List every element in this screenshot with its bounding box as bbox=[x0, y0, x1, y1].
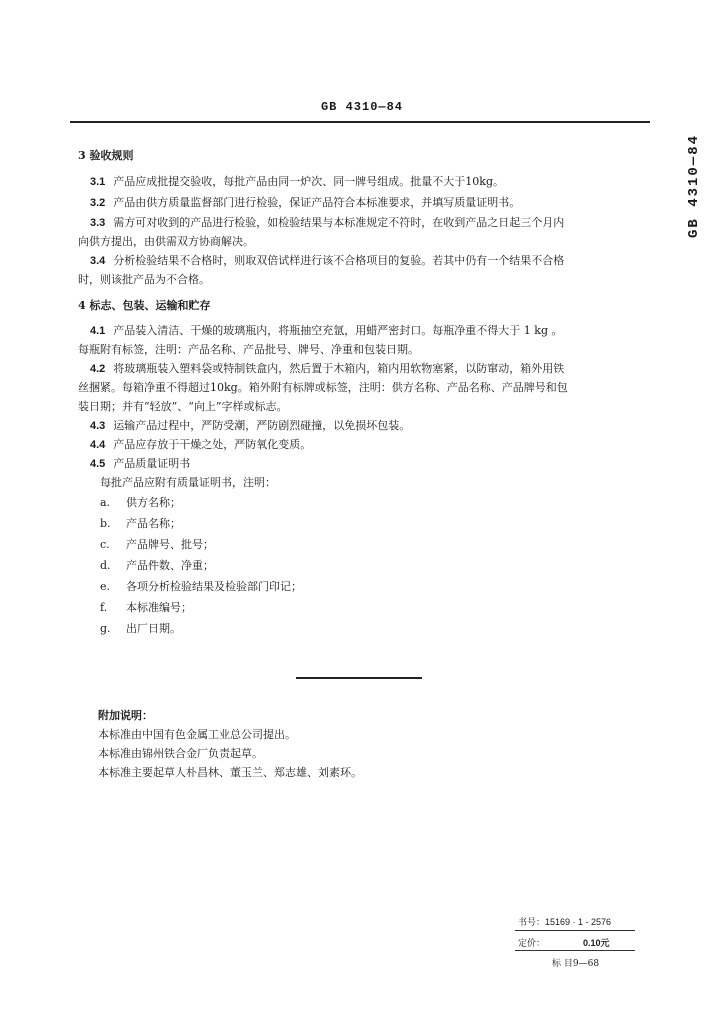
cert-item-text: 产品牌号、批号； bbox=[126, 538, 214, 551]
book-number-value: 15169 · 1 - 2576 bbox=[545, 917, 612, 927]
section-4-title: 4 标志、包装、运输和贮存 bbox=[78, 299, 211, 312]
book-number-label: 书号： bbox=[518, 918, 546, 928]
cert-item-text: 出厂日期。 bbox=[126, 622, 181, 635]
clause-number: 4.4 bbox=[90, 439, 106, 451]
clause-4-5 bbox=[90, 455, 190, 471]
clause-4-2-cont: 丝捆紧。每箱净重不得超过10kg。箱外附有标牌或标签，注明：供方名称、产品名称、产品牌号和包 bbox=[78, 381, 568, 394]
cert-item-c bbox=[100, 536, 214, 552]
cert-item-label: a. bbox=[100, 496, 111, 509]
publication-rule bbox=[515, 950, 635, 951]
cert-item-label: e. bbox=[100, 580, 111, 593]
section-divider bbox=[296, 677, 422, 679]
clause-number: 4.5 bbox=[90, 458, 106, 470]
clause-text: 产品由供方质量监督部门进行检验，保证产品符合本标准要求，并填写质量证明书。 bbox=[113, 196, 521, 209]
clause-text: 产品应成批提交验收，每批产品由同一炉次、同一牌号组成。批量不大于10kg。 bbox=[113, 175, 504, 188]
clause-number: 3.1 bbox=[90, 176, 106, 188]
cert-item-text: 各项分析检验结果及检验部门印记； bbox=[126, 580, 302, 593]
clause-4-4 bbox=[90, 436, 311, 452]
cert-item-e bbox=[100, 578, 302, 594]
clause-4-2 bbox=[90, 360, 564, 376]
catalog-number: 标 目9—68 bbox=[552, 959, 600, 969]
appendix-title: 附加说明： bbox=[98, 709, 153, 722]
cert-item-text: 供方名称； bbox=[126, 496, 181, 509]
clause-3-1 bbox=[90, 173, 504, 189]
clause-3-3 bbox=[90, 214, 564, 230]
cert-item-label: b. bbox=[100, 517, 111, 530]
header-rule bbox=[70, 121, 650, 123]
price bbox=[518, 936, 610, 949]
cert-intro: 每批产品应附有质量证明书，注明： bbox=[100, 476, 276, 489]
clause-text: 分析检验结果不合格时，则取双倍试样进行该不合格项目的复验。若其中仍有一个结果不合格 bbox=[113, 254, 565, 267]
clause-text: 需方可对收到的产品进行检验，如检验结果与本标准规定不符时，在收到产品之日起三个月内 bbox=[113, 216, 565, 229]
clause-number: 4.3 bbox=[90, 420, 106, 432]
cert-item-text: 产品名称； bbox=[126, 517, 181, 530]
clause-4-1 bbox=[90, 322, 563, 338]
clause-3-2 bbox=[90, 194, 520, 210]
clause-text: 产品装入清洁、干燥的玻璃瓶内，将瓶抽空充氩，用蜡严密封口。每瓶净重不得大于 1 kg 。 bbox=[113, 324, 563, 337]
publication-rule bbox=[515, 930, 635, 931]
cert-item-d bbox=[100, 557, 214, 573]
book-number bbox=[518, 915, 611, 928]
appendix-line: 本标准由中国有色金属工业总公司提出。 bbox=[98, 728, 296, 741]
side-standard-code: GB 4310—84 bbox=[686, 133, 702, 238]
clause-3-4 bbox=[90, 252, 564, 268]
cert-item-label: g. bbox=[100, 622, 111, 635]
clause-text: 运输产品过程中，严防受潮，严防剧烈碰撞，以免损坏包装。 bbox=[113, 419, 411, 432]
clause-3-4-cont: 时，则该批产品为不合格。 bbox=[78, 273, 210, 286]
appendix-line: 本标准主要起草人朴昌林、董玉兰、郑志雄、刘素环。 bbox=[98, 766, 362, 779]
cert-item-f bbox=[100, 599, 192, 615]
clause-number: 4.1 bbox=[90, 325, 106, 337]
clause-4-2-cont2: 装日期；并有“轻放”、“向上”字样或标志。 bbox=[78, 400, 288, 413]
clause-text: 将玻璃瓶装入塑料袋或特制铁盒内，然后置于木箱内，箱内用软物塞紧，以防窜动，箱外用铁 bbox=[113, 362, 565, 375]
clause-number: 3.3 bbox=[90, 217, 106, 229]
clause-4-1-cont: 每瓶附有标签，注明：产品名称、产品批号、牌号、净重和包装日期。 bbox=[78, 343, 419, 356]
clause-number: 3.2 bbox=[90, 197, 106, 209]
cert-item-g bbox=[100, 620, 181, 636]
header-standard-code: GB 4310—84 bbox=[320, 100, 403, 114]
appendix-line: 本标准由锦州铁合金厂负责起草。 bbox=[98, 747, 263, 760]
clause-text: 产品质量证明书 bbox=[113, 457, 191, 470]
clause-number: 4.2 bbox=[90, 363, 106, 375]
cert-item-text: 产品件数、净重； bbox=[126, 559, 214, 572]
price-value: 0.10元 bbox=[583, 938, 610, 948]
section-3-title: 3 验收规则 bbox=[78, 149, 134, 162]
clause-text: 产品应存放于干燥之处，严防氧化变质。 bbox=[113, 438, 312, 451]
price-label: 定价： bbox=[518, 939, 546, 949]
cert-item-b bbox=[100, 515, 181, 531]
cert-item-label: d. bbox=[100, 559, 111, 572]
cert-item-label: f. bbox=[100, 601, 108, 614]
clause-4-3 bbox=[90, 417, 410, 433]
cert-item-label: c. bbox=[100, 538, 110, 551]
clause-number: 3.4 bbox=[90, 255, 106, 267]
cert-item-text: 本标准编号； bbox=[126, 601, 192, 614]
cert-item-a bbox=[100, 494, 181, 510]
clause-3-3-cont: 向供方提出，由供需双方协商解决。 bbox=[78, 235, 254, 248]
